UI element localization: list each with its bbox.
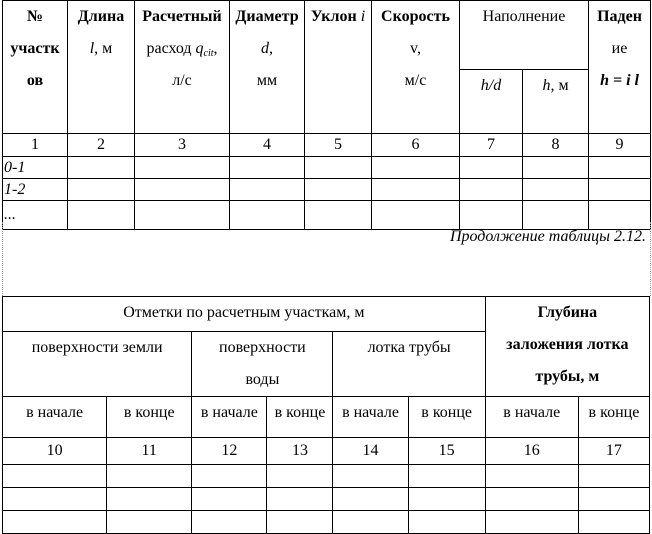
header-length: Длина l, м xyxy=(68,1,135,134)
col-start: в начале xyxy=(192,397,267,438)
col-end: в конце xyxy=(267,397,333,438)
header-speed: Скорость v, м/с xyxy=(372,1,460,134)
num-cell: 17 xyxy=(578,438,649,465)
header-ground: поверхности земли xyxy=(3,332,192,397)
header-filling: Наполнение xyxy=(460,1,589,70)
num-cell: 13 xyxy=(267,438,333,465)
col-end: в конце xyxy=(408,397,485,438)
header-slope: Уклон i xyxy=(305,1,372,134)
header-h: h, м xyxy=(523,70,589,134)
table-row xyxy=(3,179,651,201)
num-cell: 6 xyxy=(372,134,460,157)
num-cell: 8 xyxy=(523,134,589,157)
continuation-caption: Продолжение таблицы 2.12. xyxy=(449,228,646,245)
header-section-number: № участк ов xyxy=(3,1,68,134)
table-row xyxy=(3,465,650,488)
row-label: 1-2 xyxy=(3,179,68,201)
col-start: в начале xyxy=(333,397,408,438)
num-cell: 2 xyxy=(68,134,135,157)
num-cell: 7 xyxy=(460,134,523,157)
col-start: в начале xyxy=(3,397,107,438)
row-label: ... xyxy=(3,201,68,230)
col-start: в начале xyxy=(485,397,578,438)
num-cell: 14 xyxy=(333,438,408,465)
header-flow: Расчетный расход $q_{cit}$, л/с xyxy=(135,1,230,134)
col-end: в конце xyxy=(107,397,192,438)
table-top xyxy=(2,0,651,230)
header-pipe: лотка трубы xyxy=(333,332,485,397)
num-cell: 11 xyxy=(107,438,192,465)
header-water: поверхности воды xyxy=(192,332,333,397)
num-cell: 9 xyxy=(589,134,651,157)
header-diameter: Диаметр d, мм xyxy=(230,1,305,134)
num-cell: 16 xyxy=(485,438,578,465)
header-marks: Отметки по расчетным участкам, м xyxy=(3,297,486,332)
num-cell: 10 xyxy=(3,438,107,465)
table-bottom xyxy=(2,296,650,534)
num-cell: 3 xyxy=(135,134,230,157)
header-depth: Глубина заложения лотка трубы, м xyxy=(485,297,649,397)
num-cell: 4 xyxy=(230,134,305,157)
num-cell: 5 xyxy=(305,134,372,157)
table-row xyxy=(3,488,650,511)
num-cell: 1 xyxy=(3,134,68,157)
header-drop: Паден ие h = i l xyxy=(589,1,651,134)
col-end: в конце xyxy=(578,397,649,438)
num-cell: 15 xyxy=(408,438,485,465)
num-cell: 12 xyxy=(192,438,267,465)
table-row xyxy=(3,157,651,179)
table-row xyxy=(3,511,650,534)
row-label: 0-1 xyxy=(3,157,68,179)
header-h-d: h/d xyxy=(460,70,523,134)
